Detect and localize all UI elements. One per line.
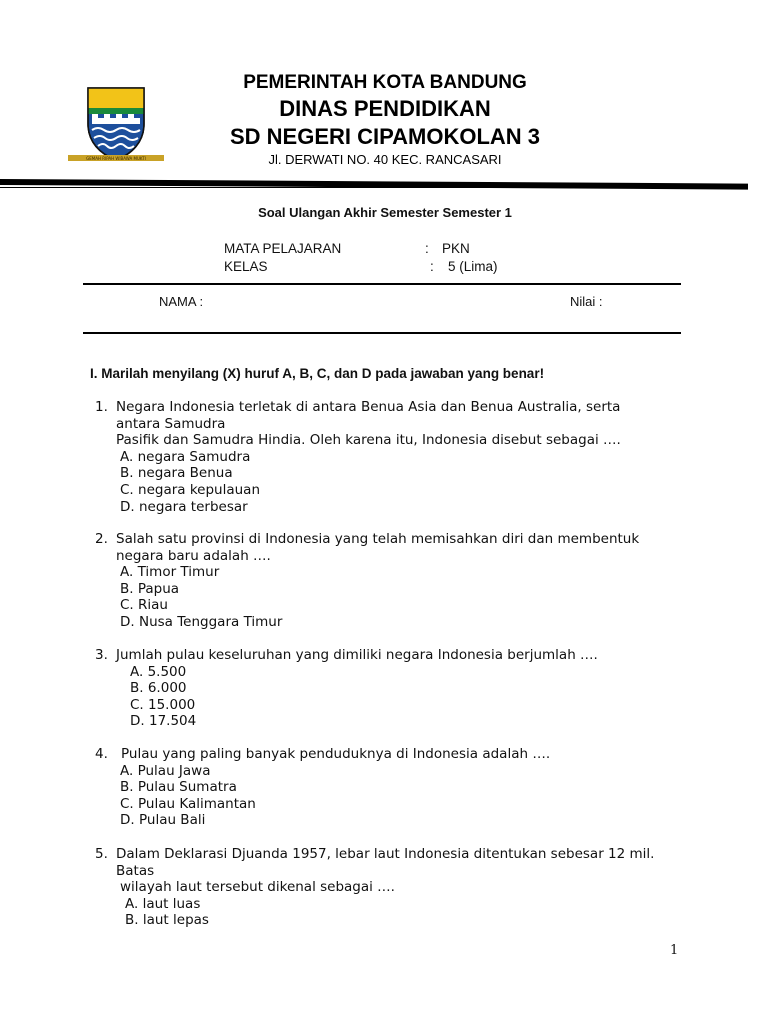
question-text-line: Negara Indonesia terletak di antara Benua Asia dan Benua Australia, serta: [116, 399, 621, 415]
answer-option: A. Pulau Jawa: [120, 762, 211, 779]
question-number: 1.: [95, 399, 108, 415]
question-number: 5.: [95, 846, 108, 862]
question-text-line: Pulau yang paling banyak penduduknya di Indonesia adalah ….: [121, 746, 551, 762]
answer-option: D. Nusa Tenggara Timur: [120, 613, 283, 630]
score-field-label: Nilai :: [570, 294, 603, 309]
page-number: 1: [670, 943, 679, 958]
answer-option: D. negara terbesar: [120, 498, 248, 515]
question-text-line: Pasifik dan Samudra Hindia. Oleh karena itu, Indonesia disebut sebagai ….: [116, 432, 621, 449]
question-number: 3.: [95, 647, 108, 663]
question-4: [95, 746, 695, 829]
exam-title: Soal Ulangan Akhir Semester Semester 1: [258, 205, 512, 220]
answer-option: D. Pulau Bali: [120, 812, 206, 829]
class-value: 5 (Lima): [448, 259, 498, 274]
answer-option: B. negara Benua: [120, 465, 233, 482]
header-government: PEMERINTAH KOTA BANDUNG: [243, 72, 527, 93]
answer-option: B. 6.000: [130, 680, 187, 697]
answer-option: A. negara Samudra: [120, 448, 251, 465]
question-number: 4.: [95, 746, 108, 762]
answer-option: A. 5.500: [130, 663, 187, 680]
question-2: [95, 531, 695, 631]
answer-option: C. Pulau Kalimantan: [120, 795, 256, 812]
class-label: KELAS: [224, 259, 268, 274]
question-text-line: Jumlah pulau keseluruhan yang dimiliki negara Indonesia berjumlah ….: [116, 647, 598, 663]
answer-option: B. laut lepas: [125, 912, 209, 929]
class-colon: :: [430, 259, 434, 274]
logo-banner-text: GEMAH RIPAH WIBAWA MUKTI: [86, 156, 146, 161]
question-text-line: Batas: [116, 862, 155, 879]
answer-option: B. Papua: [120, 580, 180, 597]
header-divider-thin: [0, 187, 748, 188]
name-box-top-line: [83, 283, 681, 285]
question-number: 2.: [95, 531, 108, 547]
header-school-name: SD NEGERI CIPAMOKOLAN 3: [229, 124, 541, 149]
question-text-line: antara Samudra: [116, 415, 226, 432]
question-5: [95, 846, 695, 929]
question-text-line: negara baru adalah ….: [116, 547, 271, 564]
answer-option: C. Riau: [120, 597, 168, 614]
answer-option: A. laut luas: [125, 895, 201, 912]
answer-option: D. 17.504: [130, 713, 197, 730]
header-department: DINAS PENDIDIKAN: [279, 96, 491, 121]
answer-option: C. 15.000: [130, 696, 196, 713]
question-text-line: Dalam Deklarasi Djuanda 1957, lebar laut Indonesia ditentukan sebesar 12 mil.: [116, 846, 655, 862]
question-3: [95, 647, 695, 730]
section-instruction: I. Marilah menyilang (X) huruf A, B, C, dan D pada jawaban yang benar!: [90, 366, 545, 381]
subject-colon: :: [425, 241, 429, 256]
question-text-line: wilayah laut tersebut dikenal sebagai ….: [120, 879, 395, 896]
name-box-bottom-line: [83, 332, 681, 334]
answer-option: C. negara kepulauan: [120, 481, 261, 498]
header-address: Jl. DERWATI NO. 40 KEC. RANCASARI: [268, 152, 502, 167]
subject-label: MATA PELAJARAN: [224, 241, 342, 256]
question-text-line: Salah satu provinsi di Indonesia yang telah memisahkan diri dan membentuk: [116, 531, 640, 547]
answer-option: A. Timor Timur: [120, 564, 220, 581]
question-1: [95, 399, 695, 515]
name-field-label: NAMA :: [159, 294, 204, 309]
answer-option: B. Pulau Sumatra: [120, 779, 237, 796]
subject-value: PKN: [442, 241, 470, 256]
